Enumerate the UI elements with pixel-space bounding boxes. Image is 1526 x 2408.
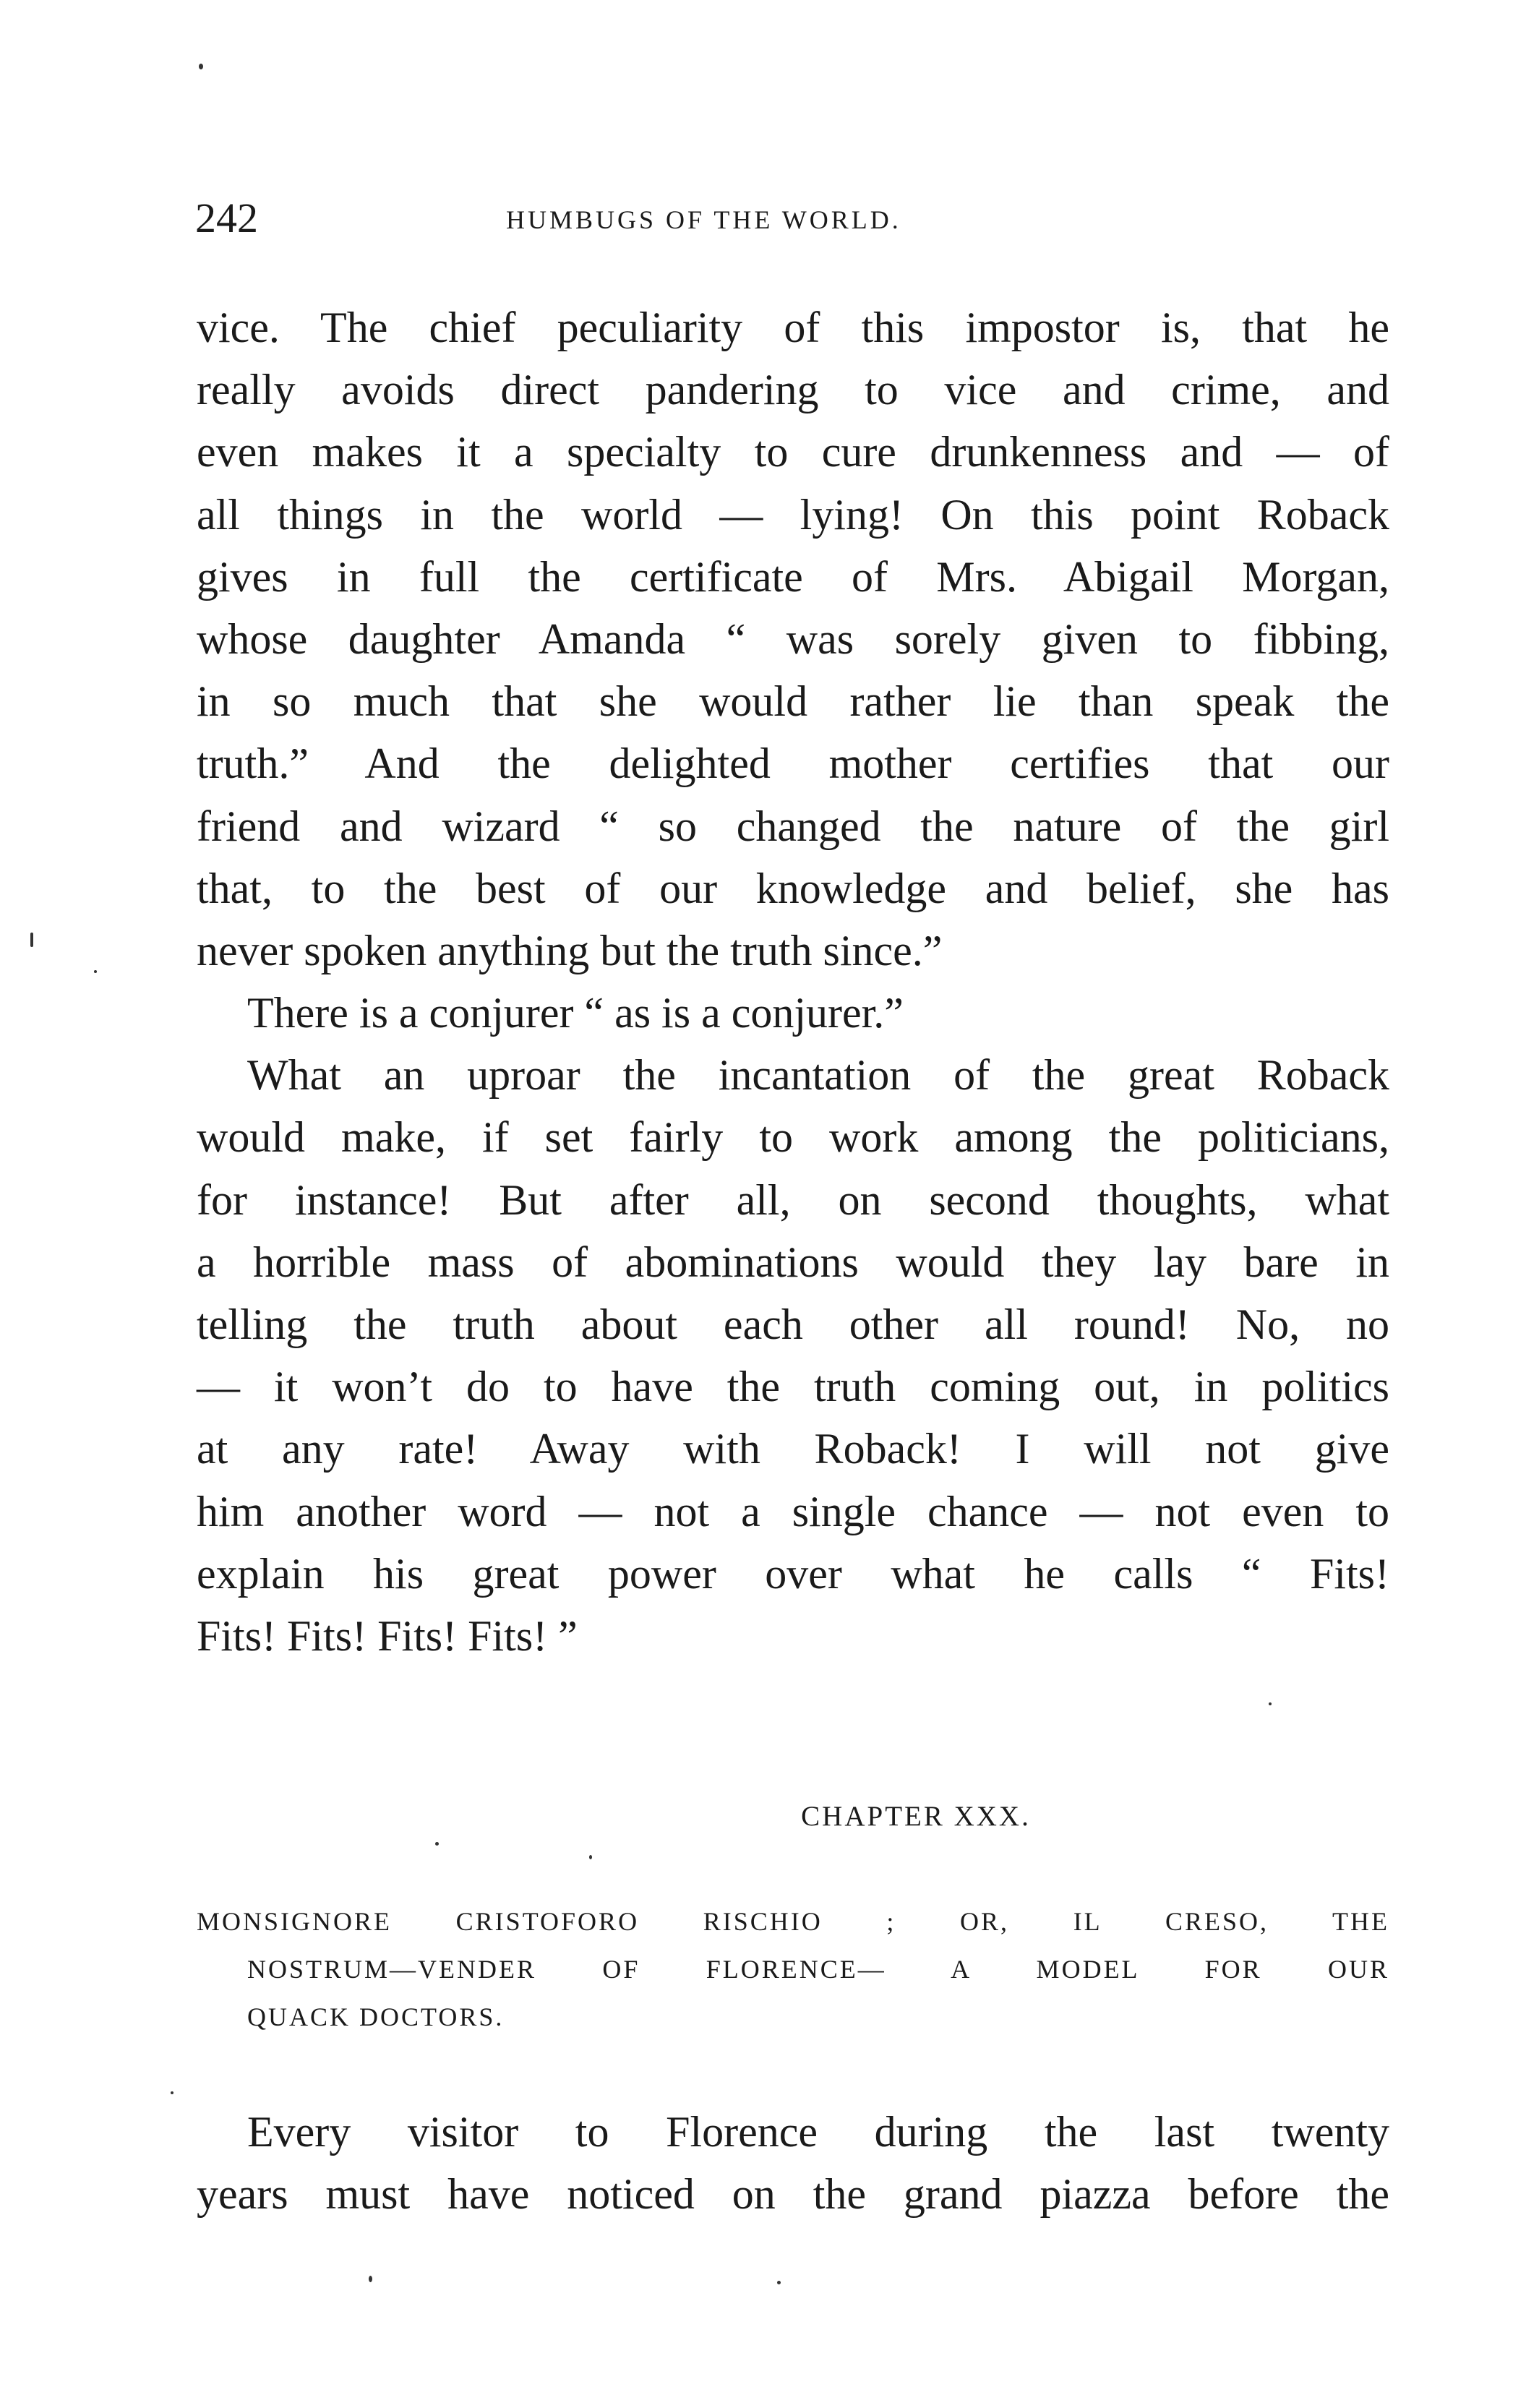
text-line: that, to the best of our knowledge and belief, she has xyxy=(197,864,1389,912)
text-line: him another word — not a single chance — not even to xyxy=(197,1487,1389,1535)
scan-speck xyxy=(30,933,33,947)
text-line: a horrible mass of abominations would they lay bare in xyxy=(197,1238,1389,1286)
scan-speck xyxy=(589,1855,592,1859)
running-head xyxy=(195,189,1410,247)
text-line: would make, if set fairly to work among the politicians, xyxy=(197,1113,1389,1162)
scan-speck xyxy=(435,1842,439,1846)
text-line: never spoken anything but the truth since.” xyxy=(197,926,943,974)
text-line: in so much that she would rather lie than speak the xyxy=(197,677,1389,726)
scan-speck xyxy=(171,2091,173,2094)
page-number: 242 xyxy=(195,194,258,241)
text-line: There is a conjurer “ as is a conjurer.” xyxy=(247,989,904,1037)
scan-speck xyxy=(94,970,97,973)
text-line: all things in the world — lying! On this point Roback xyxy=(197,490,1389,539)
subtitle-line: NOSTRUM—VENDER OF FLORENCE— A MODEL FOR OUR xyxy=(247,1955,1389,1984)
chapter-subtitle xyxy=(197,1898,1389,2041)
chapter-text xyxy=(197,2100,1389,2224)
chapter-heading: CHAPTER XXX. xyxy=(801,1801,1031,1832)
text-line: truth.” And the delighted mother certifies that our xyxy=(197,740,1389,788)
text-line: explain his great power over what he calls “ Fits! xyxy=(197,1549,1389,1598)
text-line: telling the truth about each other all round! No, no xyxy=(197,1301,1389,1348)
scan-speck xyxy=(777,2281,781,2284)
text-line: years must have noticed on the grand piazza before the xyxy=(197,2170,1389,2219)
scan-speck xyxy=(199,64,203,69)
scan-speck xyxy=(1269,1702,1272,1705)
text-line: whose daughter Amanda “ was sorely given to fibbing, xyxy=(197,614,1389,663)
text-line: friend and wizard “ so changed the nature of the girl xyxy=(197,802,1389,850)
text-line: Fits! Fits! Fits! Fits! ” xyxy=(197,1611,578,1660)
text-line: at any rate! Away with Roback! I will not give xyxy=(197,1425,1389,1473)
text-line: — it won’t do to have the truth coming out, in politics xyxy=(197,1363,1389,1411)
scan-speck xyxy=(369,2276,372,2282)
subtitle-line: QUACK DOCTORS. xyxy=(247,2002,505,2031)
text-line: Every visitor to Florence during the last twenty xyxy=(247,2108,1389,2156)
subtitle-line: MONSIGNORE CRISTOFORO RISCHIO ; OR, IL CRESO, THE xyxy=(197,1907,1389,1936)
running-title: HUMBUGS OF THE WORLD. xyxy=(506,205,901,234)
text-line: vice. The chief peculiarity of this impostor is, that he xyxy=(197,304,1389,351)
body-text xyxy=(197,296,1389,1667)
text-line: gives in full the certificate of Mrs. Abigail Morgan, xyxy=(197,552,1389,601)
text-line: really avoids direct pandering to vice and crime, and xyxy=(197,366,1389,414)
text-line: for instance! But after all, on second thoughts, what xyxy=(197,1175,1389,1224)
text-line: even makes it a specialty to cure drunkenness and — of xyxy=(197,428,1389,476)
text-line: What an uproar the incantation of the great Roback xyxy=(247,1051,1389,1100)
